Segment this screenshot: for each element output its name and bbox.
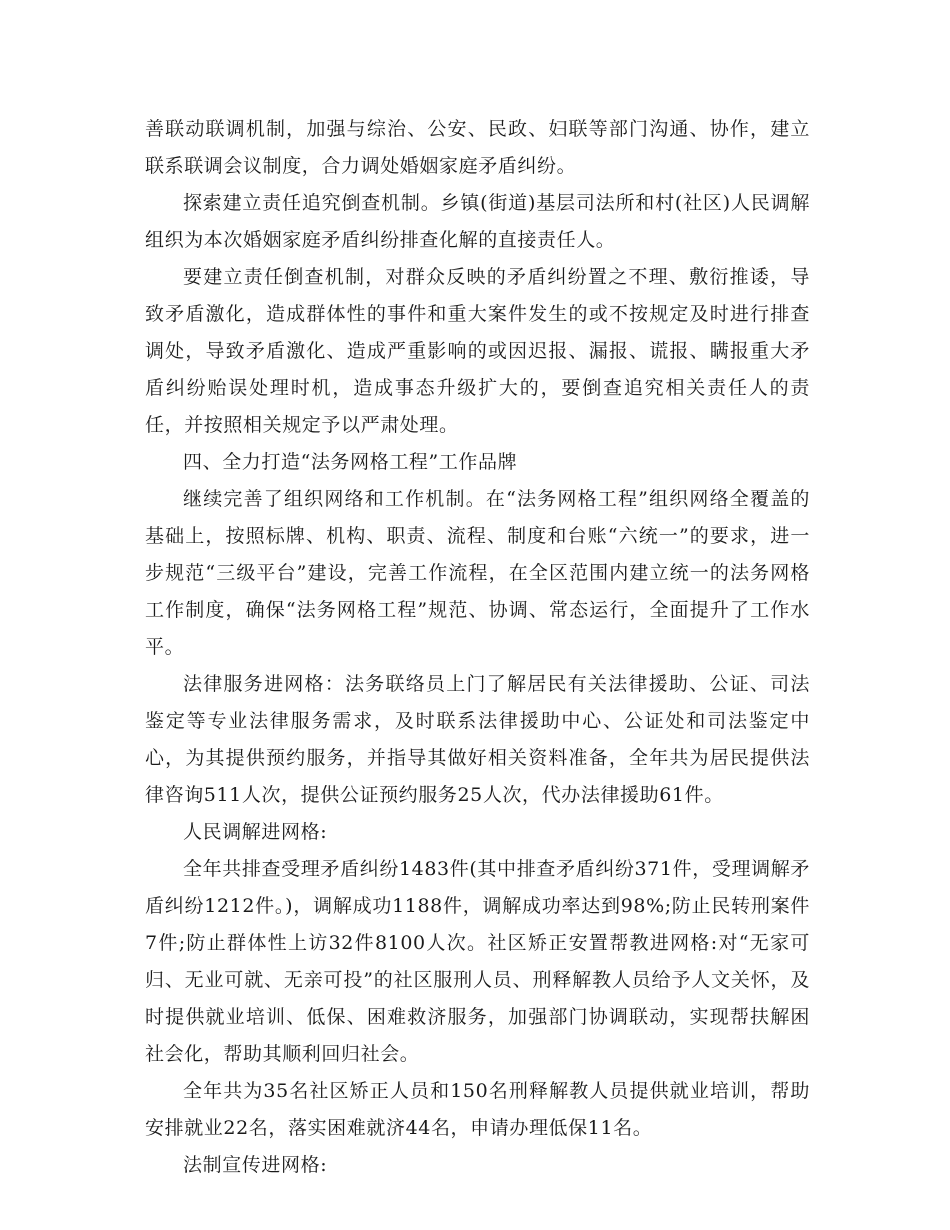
paragraph-accountability-details: 要建立责任倒查机制，对群众反映的矛盾纠纷置之不理、敷衍推诿，导致矛盾激化，造成群体性的事件和重大案件发生的或不按规定及时进行排查调处，导致矛盾激化、造成严重影响的或因迟报、漏报、谎报、瞒报重大矛盾纠纷贻误处理时机，造成事态升级扩大的，要倒查追究相关责任人的责任，并按照相关规定予以严肃处理。 (145, 266, 810, 436)
paragraph-accountability-mechanism: 探索建立责任追究倒查机制。乡镇(街道)基层司法所和村(社区)人民调解组织为本次婚姻家庭矛盾纠纷排查化解的直接责任人。 (145, 192, 810, 251)
section-heading: 四、全力打造“法务网格工程”工作品牌 (183, 451, 518, 473)
document-body (145, 111, 810, 1184)
paragraph-employment-training: 全年共为35名社区矫正人员和150名刑释解教人员提供就业培训，帮助安排就业22名，落实困难就济44名，申请办理低保11名。 (145, 1080, 810, 1139)
paragraph-organization-network: 继续完善了组织网络和工作机制。在“法务网格工程”组织网络全覆盖的基础上，按照标牌、机构、职责、流程、制度和台账“六统一”的要求，进一步规范“三级平台”建设，完善工作流程，在全区范围内建立统一的法务网格工作制度，确保“法务网格工程”规范、协调、常态运行，全面提升了工作水平。 (145, 488, 810, 658)
paragraph-legal-services: 法律服务进网格：法务联络员上门了解居民有关法律援助、公证、司法鉴定等专业法律服务需求，及时联系法律援助中心、公证处和司法鉴定中心，为其提供预约服务，并指导其做好相关资料准备，全年共为居民提供法律咨询511人次，提供公证预约服务25人次，代办法律援助61件。 (145, 673, 810, 806)
paragraph-mediation-stats: 全年共排查受理矛盾纠纷1483件(其中排查矛盾纠纷371件，受理调解矛盾纠纷1212件。)，调解成功1188件，调解成功率达到98%;防止民转刑案件7件;防止群体性上访32件8100人次。社区矫正安置帮教进网格:对“无家可归、无业可就、无亲可投”的社区服刑人员、刑释解教人员给予人文关怀，及时提供就业培训、低保、困难救济服务，加强部门协调联动，实现帮扶解困社会化，帮助其顺利回归社会。 (145, 858, 810, 1065)
paragraph-continuation: 善联动联调机制，加强与综治、公安、民政、妇联等部门沟通、协作，建立联系联调会议制度，合力调处婚姻家庭矛盾纠纷。 (145, 118, 810, 177)
subheading-mediation: 人民调解进网格: (183, 821, 328, 843)
subheading-legal-publicity: 法制宣传进网格: (183, 1154, 328, 1176)
